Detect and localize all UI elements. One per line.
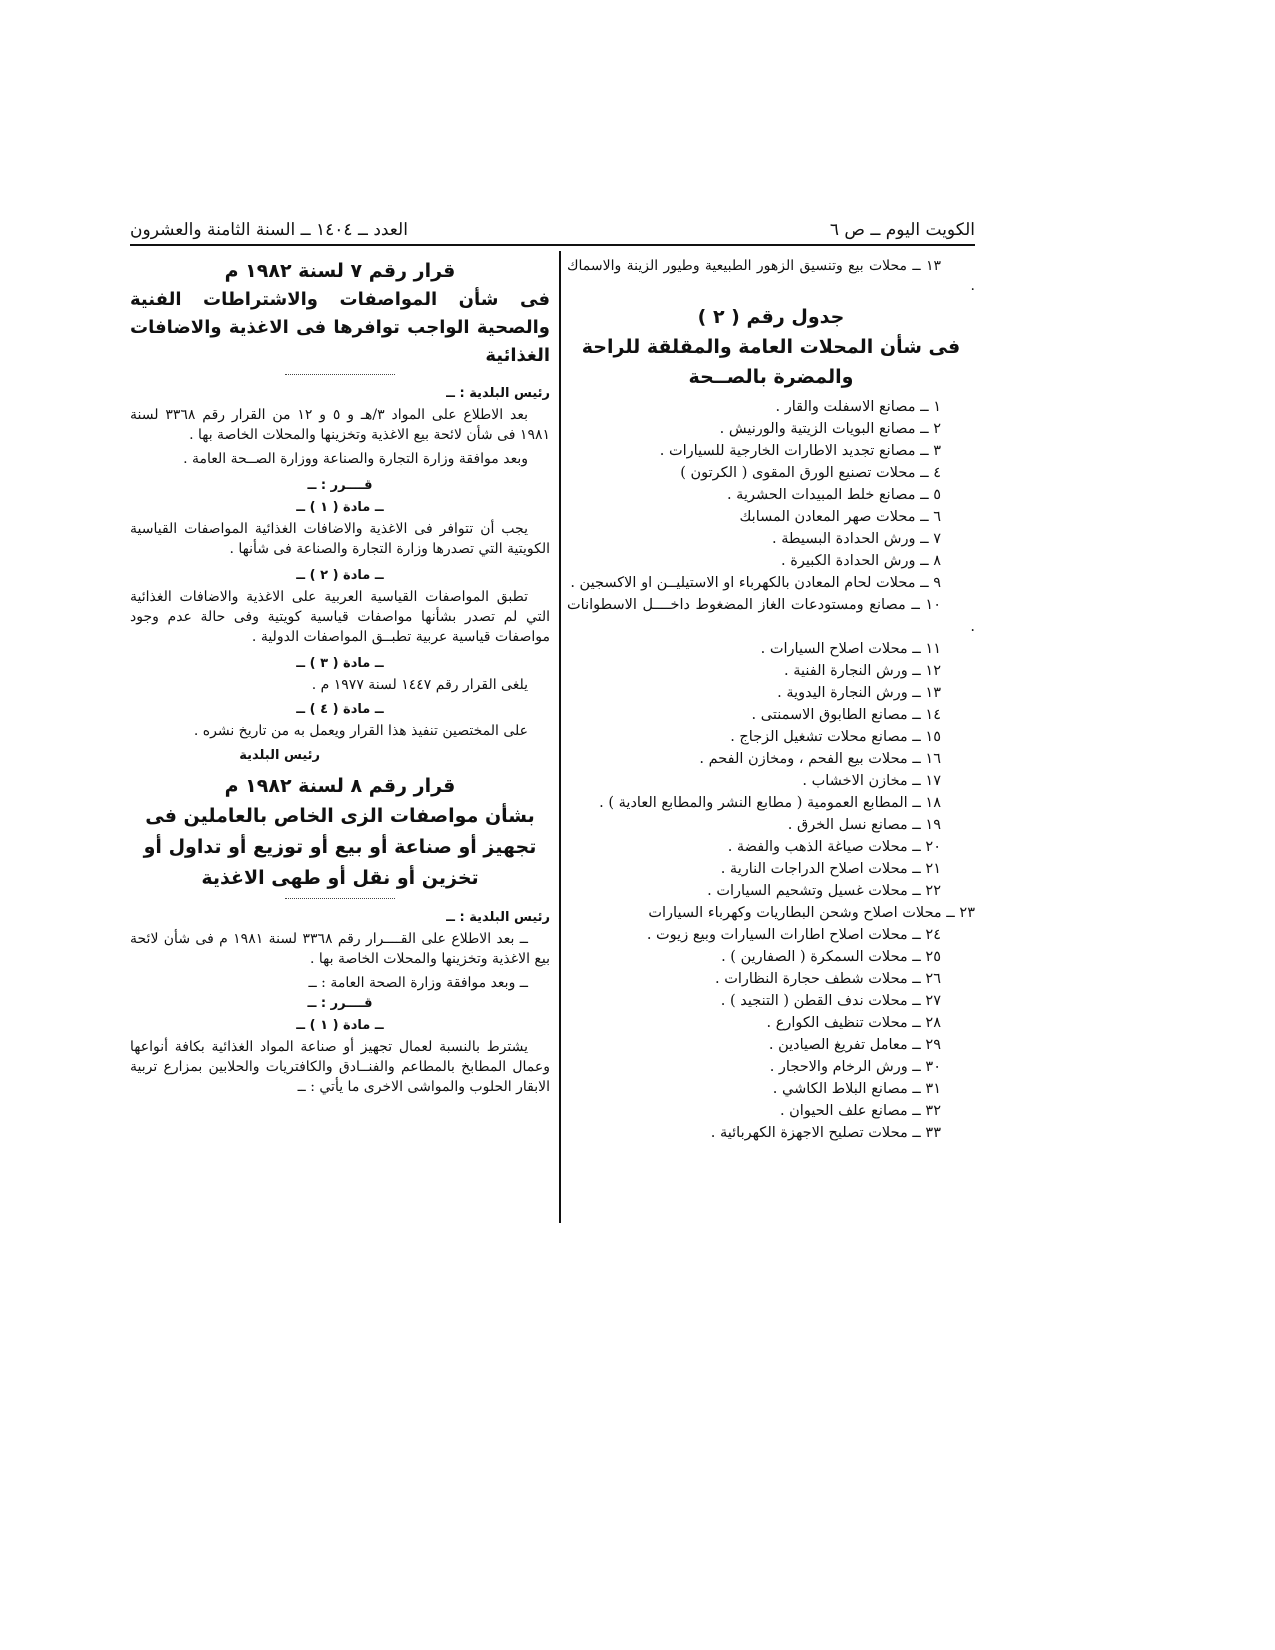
decision-8-article-1-title: ــ مادة ( ١ ) ــ <box>296 1018 384 1033</box>
table-list <box>567 396 975 1144</box>
list-item: ٢٧ ــ محلات ندف القطن ( التنجيد ) . <box>720 993 941 1009</box>
list-item: ٢٠ ــ محلات صياغة الذهب والفضة . <box>727 839 941 855</box>
list-item: ٢٣ ــ محلات اصلاح وشحن البطاريات وكهرباء السيارات <box>648 905 975 921</box>
list-item: ١٠ ــ مصانع ومستودعات الغاز المضغوط داخــــل الاسطوانات . <box>567 597 975 635</box>
table-title: جدول رقم ( ٢ ) <box>697 306 845 328</box>
list-item: ٢٥ ــ محلات السمكرة ( الصفارين ) . <box>721 949 941 965</box>
list-item: ٨ ــ ورش الحدادة الكبيرة . <box>781 553 941 569</box>
page-header-left: العدد ــ ١٤٠٤ ــ السنة الثامنة والعشرون <box>130 220 408 240</box>
list-item: ١٤ ــ مصانع الطابوق الاسمنتى . <box>751 707 941 723</box>
list-item: ١٩ ــ مصانع نسل الخرق . <box>787 817 941 833</box>
decision-8-title: قرار رقم ٨ لسنة ١٩٨٢ م <box>224 775 456 797</box>
list-item: ١٢ ــ ورش النجارة الفنية . <box>784 663 941 679</box>
title-separator <box>285 898 395 899</box>
header-rule <box>130 244 975 246</box>
decision-7-decides: قــــرر : ــ <box>307 478 373 493</box>
decision-8-president: رئيس البلدية : ــ <box>446 910 550 925</box>
list-item: ٢٩ ــ معامل تفريغ الصيادين . <box>768 1037 941 1053</box>
list-item: ٢٤ ــ محلات اصلاح اطارات السيارات وبيع زيوت . <box>646 927 941 943</box>
list-item: ٩ ــ محلات لحام المعادن بالكهرباء او الاستيليــن او الاكسجين . <box>570 575 941 591</box>
decision-7-subject: فى شأن المواصفات والاشتراطات الفنية والصحية الواجب توافرها فى الاغذية والاضافات الغذائية <box>130 289 550 366</box>
right-column <box>567 256 975 1144</box>
list-item: ٧ ــ ورش الحدادة البسيطة . <box>772 531 941 547</box>
table-subtitle: فى شأن المحلات العامة والمقلقة للراحة والمضرة بالصــحة <box>581 336 961 388</box>
decision-7-title: قرار رقم ٧ لسنة ١٩٨٢ م <box>224 260 456 282</box>
decision-8-para-1: ــ بعد الاطلاع على القــــرار رقم ٣٣٦٨ لسنة ١٩٨١ م فى شأن لائحة بيع الاغذية وتخزينها والمحلات الخاصة بها . <box>130 931 550 967</box>
column-divider <box>559 251 561 1223</box>
page-header-right: الكويت اليوم ــ ص ٦ <box>829 220 975 240</box>
decision-8-decides: قــــرر : ــ <box>307 996 373 1011</box>
list-item: ٦ ــ محلات صهر المعادن المسابك <box>739 509 941 525</box>
decision-7-para-1: بعد الاطلاع على المواد ٣/هـ و ٥ و ١٢ من القرار رقم ٣٣٦٨ لسنة ١٩٨١ فى شأن لائحة بيع الاغذية وتخزينها والمحلات الخاصة بها . <box>130 407 550 443</box>
list-item: ٢ ــ مصانع البويات الزيتية والورنيش . <box>719 421 941 437</box>
list-item: ٣ ــ مصانع تجديد الاطارات الخارجية للسيارات . <box>659 443 941 459</box>
decision-7-article-3-title: ــ مادة ( ٣ ) ــ <box>296 656 384 671</box>
decision-7-president: رئيس البلدية : ــ <box>446 386 550 401</box>
list-item: ١١ ــ محلات اصلاح السيارات . <box>760 641 941 657</box>
decision-7-article-4-title: ــ مادة ( ٤ ) ــ <box>296 702 384 717</box>
list-item: ٣١ ــ مصانع البلاط الكاشي . <box>772 1081 941 1097</box>
decision-7-article-1-text: يجب أن تتوافر فى الاغذية والاضافات الغذائية المواصفات القياسية الكويتية التي تصدرها وزارة التجارة والصناعة فى شأنها . <box>130 521 550 557</box>
decision-7-article-1-title: ــ مادة ( ١ ) ــ <box>296 500 384 515</box>
list-item: ١٦ ــ محلات بيع الفحم ، ومخازن الفحم . <box>699 751 941 767</box>
list-item: ٢٢ ــ محلات غسيل وتشحيم السيارات . <box>707 883 941 899</box>
decision-7-article-2-text: تطبق المواصفات القياسية العربية على الاغذية والاضافات الغذائية التي لم تصدر بشأنها مواصفات قياسية كويتية وفى حالة عدم وجود مواصفات قياسية عربية تطبــق المواصفات الدولية . <box>130 589 550 645</box>
list-item: ٣٠ ــ ورش الرخام والاحجار . <box>769 1059 941 1075</box>
list-item: ١٥ ــ مصانع محلات تشغيل الزجاج . <box>730 729 941 745</box>
decision-8-subject: بشأن مواصفات الزى الخاص بالعاملين فى تجهيز أو صناعة أو بيع أو توزيع أو تداول أو تخزين أو نقل أو طهى الاغذية <box>143 805 537 889</box>
list-item-13-flowers: ١٣ ــ محلات بيع وتنسيق الزهور الطبيعية وطيور الزينة والاسماك . <box>567 258 975 294</box>
title-separator <box>285 374 395 375</box>
list-item: ٥ ــ مصانع خلط المبيدات الحشرية . <box>726 487 941 503</box>
list-item: ٤ ــ محلات تصنيع الورق المقوى ( الكرتون ) <box>680 465 941 481</box>
decision-8-para-2: ــ وبعد موافقة وزارة الصحة العامة : ــ <box>308 975 528 991</box>
left-column <box>130 256 550 1101</box>
decision-7-signature: رئيس البلدية <box>239 748 320 763</box>
list-item: ٣٣ ــ محلات تصليح الاجهزة الكهربائية . <box>710 1125 941 1141</box>
list-item: ١٨ ــ المطابع العمومية ( مطابع النشر والمطابع العادية ) . <box>599 795 941 811</box>
list-item: ٣٢ ــ مصانع علف الحيوان . <box>779 1103 941 1119</box>
decision-7-article-4-text: على المختصين تنفيذ هذا القرار ويعمل به من تاريخ نشره . <box>193 723 528 739</box>
list-item: ١ ــ مصانع الاسفلت والقار . <box>775 399 941 415</box>
list-item: ١٧ ــ مخازن الاخشاب . <box>802 773 941 789</box>
list-item: ٢٦ ــ محلات شطف حجارة النظارات . <box>715 971 941 987</box>
decision-7-para-2: وبعد موافقة وزارة التجارة والصناعة ووزارة الصــحة العامة . <box>183 451 528 467</box>
list-item: ٢٨ ــ محلات تنظيف الكوارع . <box>766 1015 941 1031</box>
list-item: ٢١ ــ محلات اصلاح الدراجات النارية . <box>720 861 941 877</box>
decision-7-article-2-title: ــ مادة ( ٢ ) ــ <box>296 568 384 583</box>
list-item: ١٣ ــ ورش النجارة اليدوية . <box>777 685 941 701</box>
decision-8-article-1-text: يشترط بالنسبة لعمال تجهيز أو صناعة المواد الغذائية بكافة أنواعها وعمال المطابخ بالمطاعم والفنــادق والكافتريات والحلابين بمزارع تربية الابقار الحلوب والمواشى الاخرى ما يأتي : ــ <box>130 1039 550 1095</box>
decision-7-article-3-text: يلغى القرار رقم ١٤٤٧ لسنة ١٩٧٧ م . <box>311 677 528 693</box>
